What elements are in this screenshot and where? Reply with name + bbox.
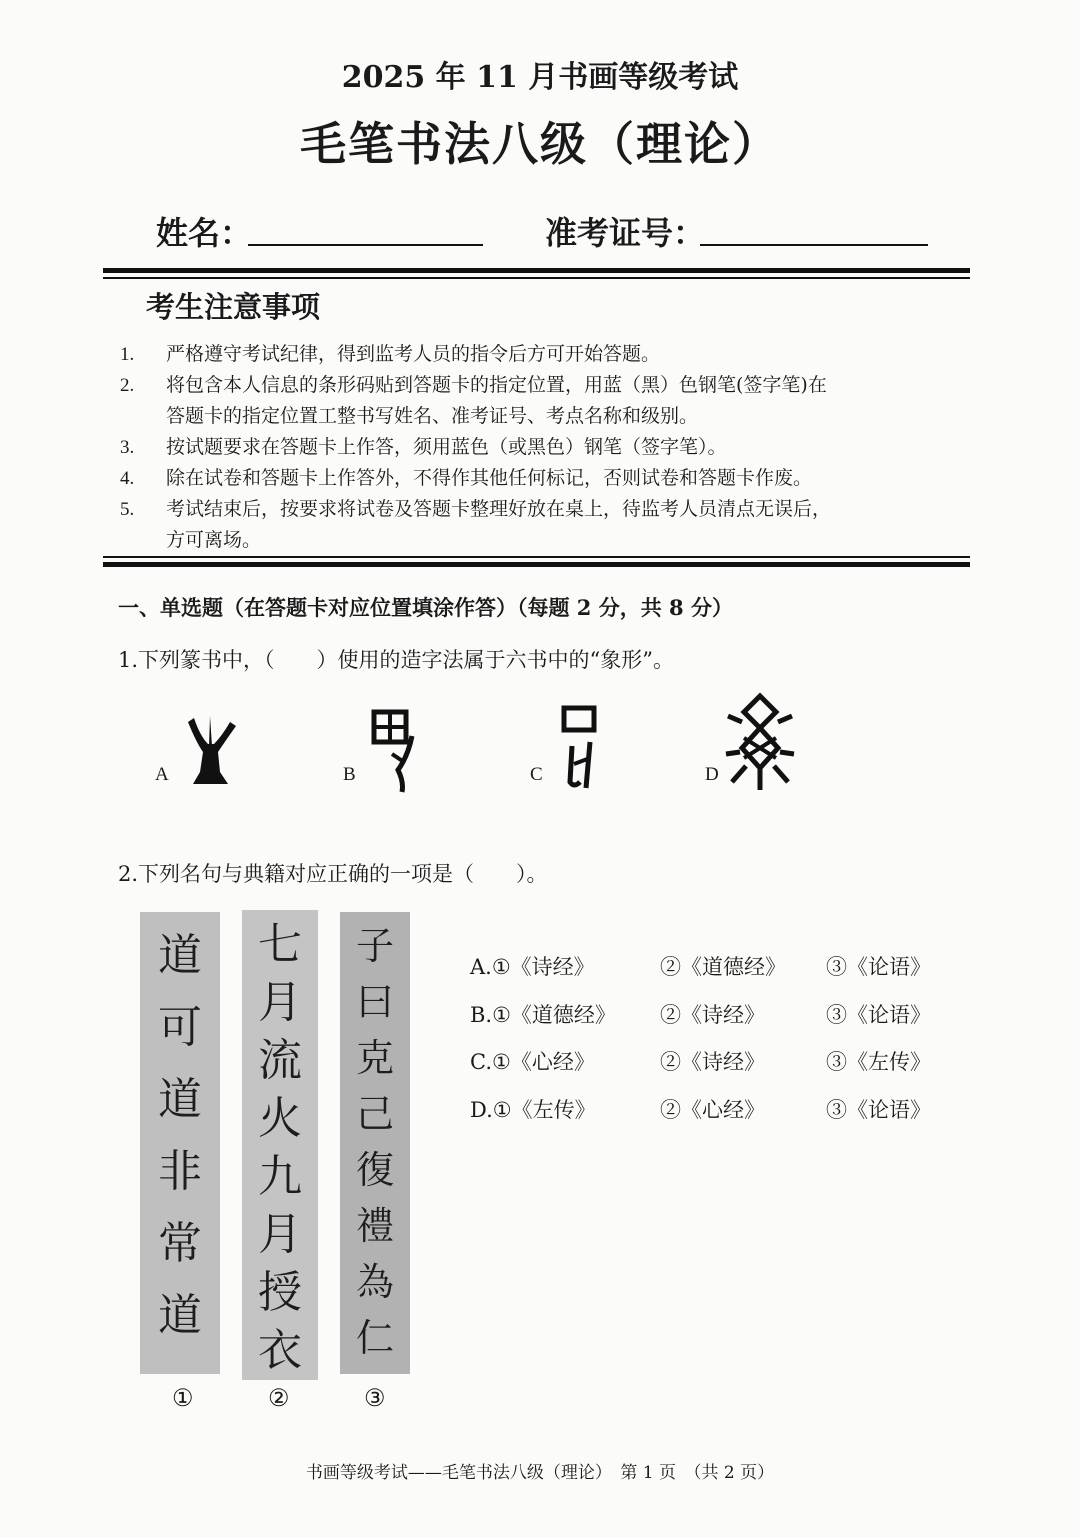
question-2-text: 2.下列名句与典籍对应正确的一项是（ ）。 (118, 862, 548, 886)
choice-cell: C.①《心经》 (470, 1050, 595, 1074)
strip-char: 克 (355, 1036, 394, 1080)
divider-bottom-thin (103, 556, 970, 558)
name-field[interactable] (248, 244, 483, 246)
strip-char: 曰 (355, 980, 394, 1024)
notice-list (120, 339, 940, 556)
strip-2-label: ② (268, 1384, 290, 1412)
strip-char: 非 (158, 1146, 202, 1197)
page-footer: 书画等级考试——毛笔书法八级（理论） 第 1 页 （共 2 页） (305, 1463, 775, 1483)
strip-char: 授 (258, 1267, 302, 1318)
notice-item (120, 339, 940, 370)
strip-char: 常 (158, 1218, 202, 1269)
notice-heading: 考生注意事项 (146, 290, 321, 324)
seal-glyph-c-image (556, 702, 606, 794)
divider-top (103, 268, 970, 273)
divider-bottom (103, 562, 970, 567)
notice-item-number: 3. (120, 437, 135, 458)
notice-item-text: 按试题要求在答题卡上作答，须用蓝色（或黑色）钢笔（签字笔）。 (166, 436, 727, 458)
seal-glyph-b-image (368, 706, 428, 794)
strip-char: 子 (355, 924, 394, 968)
calligraphy-strip-1 (140, 912, 220, 1374)
notice-item-number: 5. (120, 499, 135, 520)
q1-option-c-label: C (530, 764, 543, 785)
choice-cell: ②《诗经》 (660, 1050, 765, 1074)
strip-char: 可 (158, 1002, 202, 1053)
q1-option-d-label: D (705, 764, 719, 785)
notice-item-text: 答题卡的指定位置工整书写姓名、准考证号、考点名称和级别。 (166, 405, 699, 427)
choice-cell: ②《诗经》 (660, 1003, 765, 1027)
choice-cell: ②《心经》 (660, 1098, 765, 1122)
choice-cell: B.①《道德经》 (470, 1003, 616, 1027)
strip-char: 衣 (258, 1325, 302, 1376)
notice-item-text: 除在试卷和答题卡上作答外，不得作其他任何标记，否则试卷和答题卡作废。 (166, 467, 813, 489)
strip-char: 道 (158, 1290, 202, 1341)
strip-char: 七 (258, 919, 302, 970)
strip-char: 禮 (355, 1204, 394, 1248)
ticket-number-label: 准考证号： (545, 214, 706, 252)
strip-char: 流 (258, 1035, 302, 1086)
choice-cell: ③《论语》 (826, 1003, 931, 1027)
strip-char: 月 (258, 977, 302, 1028)
notice-item (120, 494, 940, 525)
section-heading: 一、单选题（在答题卡对应位置填涂作答）（每题 2 分，共 8 分） (118, 595, 733, 620)
notice-item (120, 463, 940, 494)
calligraphy-strip-3 (340, 912, 410, 1374)
strip-char: 仁 (355, 1316, 394, 1360)
divider-top-thin (103, 277, 970, 279)
notice-item (120, 432, 940, 463)
strip-char: 道 (158, 930, 202, 981)
notice-item-text: 方可离场。 (166, 529, 262, 551)
exam-title: 2025 年 11 月书画等级考试 (341, 60, 739, 95)
choice-cell: ②《道德经》 (660, 955, 786, 979)
choice-cell: A.①《诗经》 (470, 955, 595, 979)
notice-item-continued (120, 525, 940, 556)
notice-item-number: 1. (120, 344, 135, 365)
choice-cell: ③《论语》 (826, 955, 931, 979)
choice-cell: D.①《左传》 (470, 1098, 596, 1122)
strip-char: 道 (158, 1074, 202, 1125)
notice-item-continued (120, 401, 940, 432)
strip-char: 火 (258, 1093, 302, 1144)
notice-item-text: 考试结束后，按要求将试卷及答题卡整理好放在桌上，待监考人员清点无误后， (166, 498, 832, 520)
strip-1-label: ① (172, 1384, 194, 1412)
subject-title: 毛笔书法八级（理论） (300, 117, 780, 171)
calligraphy-strip-2 (242, 910, 318, 1380)
name-label: 姓名： (156, 214, 253, 252)
notice-item (120, 370, 940, 401)
notice-item-text: 严格遵守考试纪律，得到监考人员的指令后方可开始答题。 (166, 343, 661, 365)
strip-char: 九 (258, 1151, 302, 1202)
notice-item-number: 2. (120, 375, 135, 396)
question-1-text: 1.下列篆书中，（ ）使用的造字法属于六书中的“象形”。 (118, 648, 675, 672)
choice-cell: ③《论语》 (826, 1098, 931, 1122)
seal-glyph-a-image (178, 712, 248, 792)
q1-option-b-label: B (343, 764, 356, 785)
notice-item-number: 4. (120, 468, 135, 489)
strip-char: 己 (355, 1092, 394, 1136)
seal-glyph-d-image (724, 692, 796, 794)
choice-cell: ③《左传》 (826, 1050, 931, 1074)
ticket-number-field[interactable] (700, 244, 928, 246)
notice-item-text: 将包含本人信息的条形码贴到答题卡的指定位置，用蓝（黑）色钢笔(签字笔)在 (166, 374, 827, 396)
strip-char: 月 (258, 1209, 302, 1260)
strip-3-label: ③ (364, 1384, 386, 1412)
q1-option-a-label: A (155, 764, 169, 785)
strip-char: 復 (355, 1148, 394, 1192)
strip-char: 為 (355, 1260, 394, 1304)
